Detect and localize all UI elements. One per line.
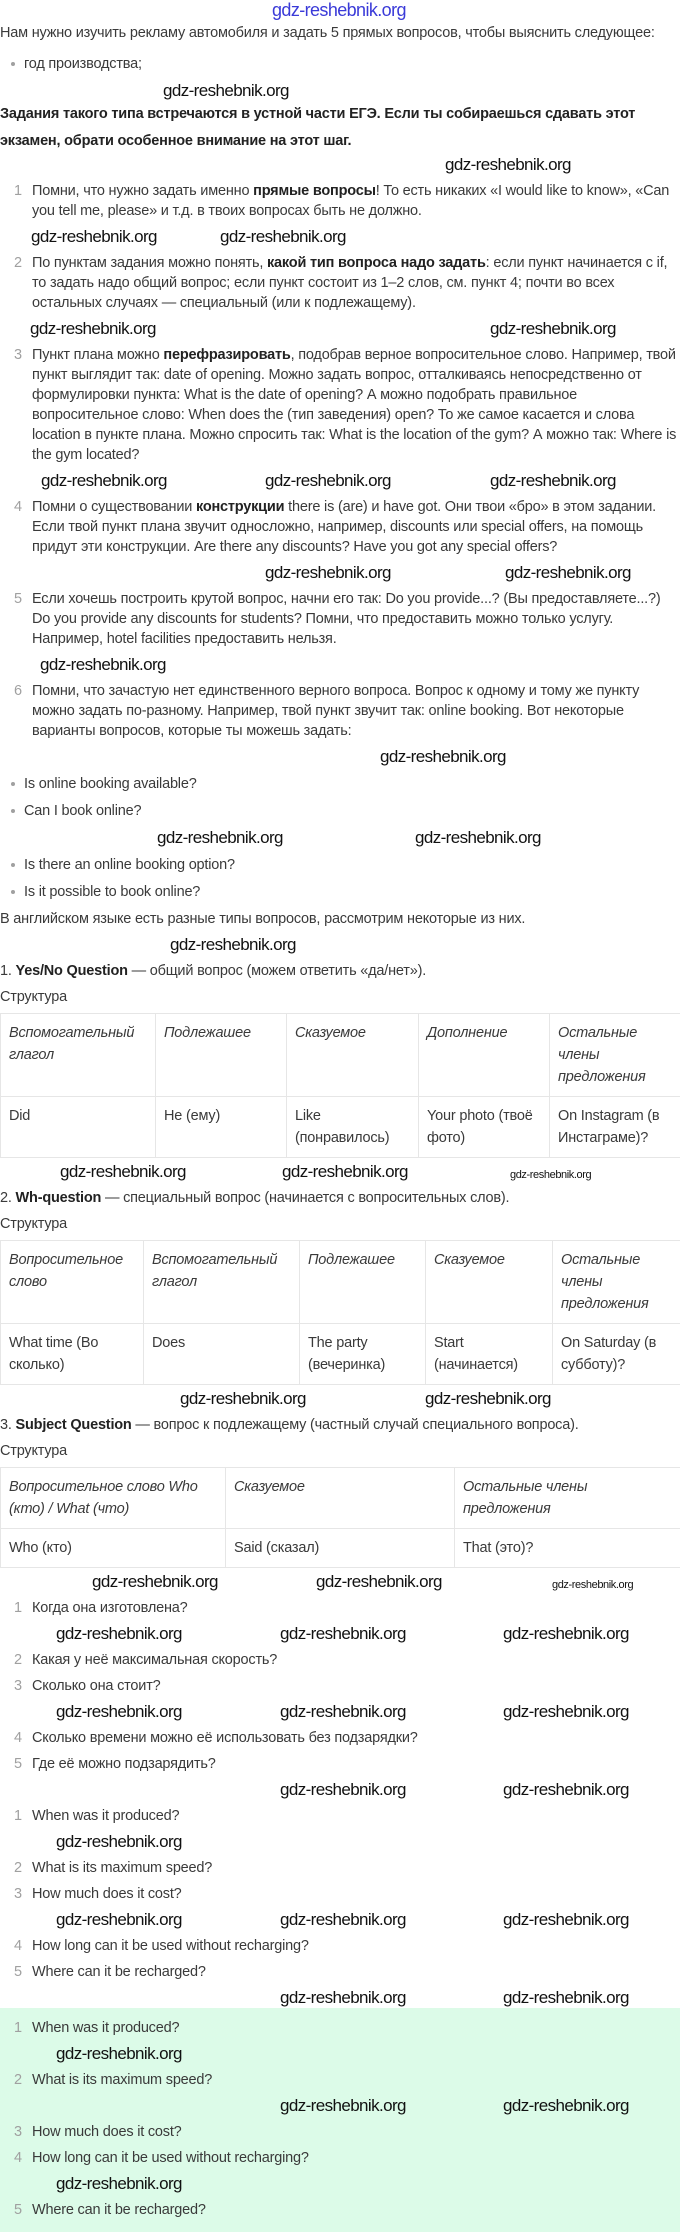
watermark-row [0,0,680,20]
table-header-cell: Остальные члены предложения [550,1014,680,1097]
q1-desc: — общий вопрос (можем ответить «да/нет»). [128,963,426,979]
table-header-row [1,1468,680,1529]
table-row [1,1529,680,1568]
table-row [1,1324,680,1385]
watermark-row [0,1988,680,2008]
watermark: gdz-reshebnik.org [60,1163,186,1181]
tips-list [0,181,680,767]
table-cell: Start (начинается) [426,1324,553,1385]
watermark: gdz-reshebnik.org [40,656,166,674]
watermark: gdz-reshebnik.org [316,1573,442,1591]
table-header-cell: Остальные члены предложения [553,1241,680,1324]
q3-num: 3. [0,1417,12,1433]
tip-text: Пункт плана можно [32,347,163,363]
watermark: gdz-reshebnik.org [415,829,541,847]
watermark-row [0,2096,680,2116]
watermark: gdz-reshebnik.org [445,156,571,174]
q2-num: 2. [0,1190,12,1206]
booking-example-text: Is there an online booking option? [24,857,235,873]
item-number: 3 [14,2122,22,2142]
watermark-row [0,1910,680,1930]
watermark-row [0,1572,680,1592]
table-header-cell: Вопросительное слово Who (кто) / What (что) [1,1468,226,1529]
watermark: gdz-reshebnik.org [56,1625,182,1643]
item-number: 2 [14,1858,22,1878]
watermark: gdz-reshebnik.org [503,1703,629,1721]
q2-title: Wh-question [16,1190,102,1206]
item-number: 1 [14,1806,22,1826]
tip-item [0,497,680,557]
q1-heading [0,961,680,981]
watermark-row [0,1780,680,1800]
tip-text: Помни о существовании [32,499,196,515]
tip-number: 5 [14,589,22,609]
item-text: Where can it be recharged? [32,2202,206,2218]
booking-example [0,855,680,875]
table-header-cell: Подлежашее [300,1241,426,1324]
watermark: gdz-reshebnik.org [157,829,283,847]
watermark-row [0,828,680,848]
table-cell: Who (кто) [1,1529,226,1568]
watermark: gdz-reshebnik.org [280,1625,406,1643]
watermark: gdz-reshebnik.org [490,320,616,338]
answers-en-item [0,2200,680,2220]
q3-structure-label: Структура [0,1441,680,1461]
watermark-row [0,81,680,101]
watermark: gdz-reshebnik.org [220,228,346,246]
watermark: gdz-reshebnik.org [280,1911,406,1929]
q1-num: 1. [0,963,12,979]
tip-number: 1 [14,181,22,201]
item-text: Где её можно подзарядить? [32,1756,216,1772]
tip-item [0,589,680,649]
watermark: gdz-reshebnik.org [503,1625,629,1643]
questions-ru-item [0,1728,680,1748]
tip-item [0,345,680,465]
table-header-cell: Подлежашее [156,1014,287,1097]
watermark: gdz-reshebnik.org [272,1,406,19]
item-text: Where can it be recharged? [32,1964,206,1980]
tip-text-rest: , подобрав верное вопросительное слово. Например, твой пункт выглядит так: date of opening. Можно задать вопрос, отталкиваясь непосредственно от формулировки пункта: What is the date of opening? А можно подобрать правильное вопросительное слово: When does the (тип заведения) open? То же самое касается и слова location в пункте плана. Можно спросить так: What is the location of the gym? А можно так: Where is the gym located? [32,347,676,463]
item-text: How long can it be used without recharging? [32,2150,309,2166]
booking-example [0,882,680,902]
table-cell: Your photo (твоё фото) [419,1097,550,1158]
table-cell: On Instagram (в Инстаграме)? [550,1097,680,1158]
watermark: gdz-reshebnik.org [380,748,506,766]
watermark-row [0,319,680,339]
questions-en-item [0,1884,680,1904]
table-header-cell: Вопросительное слово [1,1241,144,1324]
watermark-row [0,1702,680,1722]
watermark: gdz-reshebnik.org [180,1390,306,1408]
questions-en-item [0,1936,680,1956]
item-text: What is its maximum speed? [32,1860,212,1876]
item-number: 5 [14,1962,22,1982]
bullet-text: год производства; [24,56,142,72]
watermark: gdz-reshebnik.org [280,1989,406,2007]
watermark: gdz-reshebnik.org [503,1911,629,1929]
tip-bold: какой тип вопроса надо задать [267,255,486,271]
q2-structure-label: Структура [0,1214,680,1234]
watermark: gdz-reshebnik.org [552,1576,633,1594]
table-cell: He (ему) [156,1097,287,1158]
q3-title: Subject Question [16,1417,132,1433]
tip-bold: конструкции [196,499,284,515]
table-cell: On Saturday (в субботу)? [553,1324,680,1385]
answer-highlight-block [0,2008,680,2232]
watermark: gdz-reshebnik.org [510,1166,591,1184]
q1-structure-table [0,1013,680,1158]
item-number: 4 [14,2148,22,2168]
tip-text: Помни, что нужно задать именно [32,183,253,199]
questions-ru-item [0,1650,680,1670]
table-cell: Did [1,1097,156,1158]
table-cell: Said (сказал) [226,1529,455,1568]
watermark-row [0,471,680,491]
item-text: Когда она изготовлена? [32,1600,188,1616]
table-header-cell: Сказуемое [226,1468,455,1529]
tip-item [0,253,680,313]
booking-example-text: Is online booking available? [24,776,197,792]
questions-ru-list [0,1598,680,1800]
q1-title: Yes/No Question [16,963,128,979]
table-cell: The party (вечеринка) [300,1324,426,1385]
table-header-cell: Остальные члены предложения [455,1468,680,1529]
table-header-cell: Дополнение [419,1014,550,1097]
table-row [1,1097,680,1158]
table-cell: What time (Во сколько) [1,1324,144,1385]
q3-structure-table [0,1467,680,1568]
bullet-icon [11,782,15,786]
item-text: How long can it be used without recharging? [32,1938,309,1954]
tip-bold: прямые вопросы [253,183,376,199]
questions-en-item [0,1806,680,1826]
intro-text: Нам нужно изучить рекламу автомобиля и задать 5 прямых вопросов, чтобы выяснить следующее: [0,20,680,47]
bullet-icon [11,62,15,66]
answers-en-item [0,2122,680,2142]
watermark-row [0,2044,680,2064]
watermark: gdz-reshebnik.org [56,1703,182,1721]
questions-en-list [0,1806,680,2008]
watermark-row [0,1624,680,1644]
watermark: gdz-reshebnik.org [56,2175,182,2193]
item-text: Какая у неё максимальная скорость? [32,1652,277,1668]
bullet-icon [11,890,15,894]
watermark-row [0,1389,680,1409]
item-number: 5 [14,1754,22,1774]
watermark: gdz-reshebnik.org [56,1833,182,1851]
watermark: gdz-reshebnik.org [490,472,616,490]
types-intro: В английском языке есть разные типы вопросов, рассмотрим некоторые из них. [0,909,680,929]
watermark-row [0,2174,680,2194]
item-number: 1 [14,1598,22,1618]
tip-item [0,181,680,221]
table-header-cell: Вспомогательный глагол [1,1014,156,1097]
table-header-cell: Сказуемое [426,1241,553,1324]
q2-desc: — специальный вопрос (начинается с вопросительных слов). [101,1190,509,1206]
answers-en-item [0,2148,680,2168]
watermark-row [0,227,680,247]
watermark: gdz-reshebnik.org [265,564,391,582]
tip-number: 3 [14,345,22,365]
tip-number: 2 [14,253,22,273]
tip-number: 6 [14,681,22,701]
watermark: gdz-reshebnik.org [280,2097,406,2115]
watermark-row [0,935,680,955]
watermark: gdz-reshebnik.org [163,82,289,100]
item-number: 1 [14,2018,22,2038]
item-number: 2 [14,2070,22,2090]
q2-structure-table [0,1240,680,1385]
tip-text: Если хочешь построить крутой вопрос, начни его так: Do you provide...? (Вы предоставляете...?) Do you provide any discounts for students? Помни, что предоставить можно только услугу. Например, hotel facilities предоставить нельзя. [32,591,660,647]
watermark: gdz-reshebnik.org [282,1163,408,1181]
questions-ru-item [0,1676,680,1696]
watermark: gdz-reshebnik.org [170,936,296,954]
bullet-icon [11,863,15,867]
q1-structure-label: Структура [0,987,680,1007]
table-cell: That (это)? [455,1529,680,1568]
table-header-cell: Вспомогательный глагол [144,1241,300,1324]
booking-example [0,774,680,794]
watermark: gdz-reshebnik.org [265,472,391,490]
table-header-row [1,1241,680,1324]
tip-bold: перефразировать [163,347,290,363]
questions-ru-item [0,1754,680,1774]
watermark: gdz-reshebnik.org [41,472,167,490]
intro-bullet [0,54,680,74]
item-number: 4 [14,1936,22,1956]
q3-heading [0,1415,680,1435]
watermark-row [0,563,680,583]
item-text: How much does it cost? [32,1886,182,1902]
questions-ru-item [0,1598,680,1618]
bullet-icon [11,809,15,813]
tip-text-rest: ! То есть никаких «I would like to know», «Can you tell me, please» и т.д. в твоих вопросах быть не должно. [32,183,669,219]
tip-text-rest: : если пункт начинается с if, то задать надо общий вопрос; если пункт состоит из 1–2 слов, см. пункт 4; почти во всех остальных случаях — специальный (или к подлежащему). [32,255,667,311]
item-number: 4 [14,1728,22,1748]
item-text: How much does it cost? [32,2124,182,2140]
item-text: When was it produced? [32,1808,179,1824]
watermark-row [0,1832,680,1852]
booking-example-text: Is it possible to book online? [24,884,200,900]
tip-text-rest: there is (are) и have got. Они твои «бро» в этом задании. Если твой пункт плана звучит односложно, например, discounts или special offers, на помощь придут эти конструкции. Are there any discounts? Have you got any special offers? [32,499,656,555]
item-text: Сколько времени можно её использовать без подзарядки? [32,1730,418,1746]
watermark: gdz-reshebnik.org [31,228,157,246]
tip-number: 4 [14,497,22,517]
watermark: gdz-reshebnik.org [425,1390,551,1408]
table-cell: Does [144,1324,300,1385]
q3-desc: — вопрос к подлежащему (частный случай специального вопроса). [132,1417,579,1433]
table-header-row [1,1014,680,1097]
tip-item [0,681,680,741]
booking-example-text: Can I book online? [24,803,141,819]
watermark-row [0,747,680,767]
answers-en-item [0,2070,680,2090]
watermark: gdz-reshebnik.org [280,1781,406,1799]
item-text: Сколько она стоит? [32,1678,161,1694]
watermark: gdz-reshebnik.org [503,2097,629,2115]
watermark: gdz-reshebnik.org [505,564,631,582]
item-number: 2 [14,1650,22,1670]
answers-en-item [0,2018,680,2038]
item-text: What is its maximum speed? [32,2072,212,2088]
watermark: gdz-reshebnik.org [56,1911,182,1929]
item-number: 3 [14,1676,22,1696]
booking-example [0,801,680,821]
tip-text: Помни, что зачастую нет единственного верного вопроса. Вопрос к одному и тому же пункту можно задать по-разному. Например, твой пункт звучит так: online booking. Вот некоторые варианты вопросов, которые ты можешь задать: [32,683,639,739]
item-number: 5 [14,2200,22,2220]
watermark-row [0,655,680,675]
table-cell: Like (понравилось) [287,1097,419,1158]
watermark-row [0,1162,680,1182]
booking-examples-list [0,774,680,902]
exam-note: Задания такого типа встречаются в устной части ЕГЭ. Если ты собираешься сдавать этот экзамен, обрати особенное внимание на этот шаг. [0,101,680,155]
watermark: gdz-reshebnik.org [280,1703,406,1721]
watermark: gdz-reshebnik.org [56,2045,182,2063]
watermark: gdz-reshebnik.org [503,1989,629,2007]
table-header-cell: Сказуемое [287,1014,419,1097]
questions-en-item [0,1962,680,1982]
item-number: 3 [14,1884,22,1904]
item-text: When was it produced? [32,2020,179,2036]
questions-en-item [0,1858,680,1878]
tip-text: По пунктам задания можно понять, [32,255,267,271]
q2-heading [0,1188,680,1208]
watermark: gdz-reshebnik.org [92,1573,218,1591]
watermark: gdz-reshebnik.org [503,1781,629,1799]
watermark-row [0,155,680,175]
watermark: gdz-reshebnik.org [30,320,156,338]
